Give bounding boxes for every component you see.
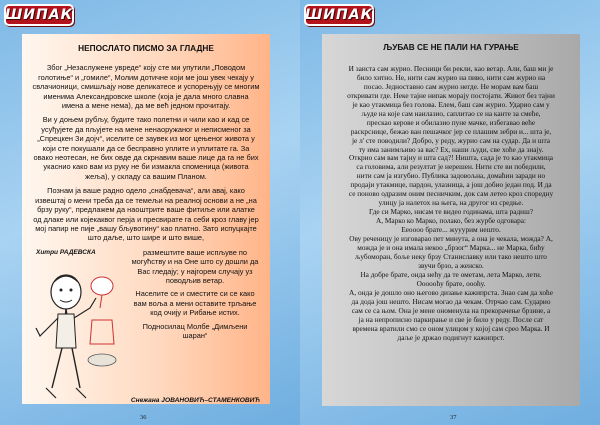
story-line: било хитно. Не, нити сам журио на пиво, нити сам журио на — [356, 72, 546, 82]
author-signature: Снежана ЈОВАНОВИЋ–СТАМЕНКОВИЋ — [130, 397, 260, 405]
story-line: времена вратили смо се оном улицом у којој сам срео Марка. И — [352, 323, 550, 333]
story-line: А, Марко ко Марко, полако, без журбе одговара: — [375, 216, 527, 226]
story-line: можда је и она имала некоо „брзог“ Марка... не Марка, бићу — [357, 243, 545, 253]
story-line: раскрснице, бежао ван пешачког јер се плашим зебри и... шта је, — [350, 126, 552, 136]
story-line: љубоморан, боље неку брзу Станиславку или тако нешто што — [355, 251, 547, 261]
right-article-panel — [322, 34, 580, 406]
story-line: са головима, али резултат је нерешен. Нити сте ви победили, — [356, 162, 546, 172]
article-side-text — [130, 248, 260, 345]
story-line: Ееоооо брате... жууурим нешто. — [401, 225, 501, 235]
story-line: Где си Марко, нисам те видео годинама, шта радиш? — [369, 207, 533, 217]
story-line: продаји утакмице, пардон, улазница, а још добио један под. И да — [350, 180, 552, 190]
story-line: откривати где. Неке тајне нипак морају постојати. Живот без тајни — [347, 90, 555, 100]
story-line: Открио сам вам тајну и шта сад?! Ништа, сада је то као утакмица — [349, 153, 553, 163]
article-paragraph: размештите ваше испљуве по могућству и на Оне што су дошли да Вас гледају; у најгорем случају уз поводљив ветар. — [131, 247, 259, 285]
article-paragraph: Ви у доњем рубљу, будите тако полетни и чили као и кад се усуђујете да пљујете на мене ненаоружаног и неписменог за „Спрецкен Зи доjч“, иселите се заувек из мог цењеног живота у који сте покушали да се бесправно уплите и уплитате га. За овако неотесан, не бих овде да скрнавим ваше лице да га не бих укаснио како вам из руку не би измакла споменица (живота жеља), у складу са вашим Планом. — [33, 115, 259, 181]
story-line: Ову реченицу је изговарао пет минута, а она је чекала, можда? А, — [349, 234, 553, 244]
magazine-logo: ШИПАК — [304, 4, 374, 26]
story-line: Оооооћу брате, оооћу. — [416, 278, 486, 288]
story-line: прескао керове и обилазио пуне мачке, избегавао веће — [366, 117, 536, 127]
story-line: улицу ја налетох на њега, на другог из средње. — [378, 198, 524, 208]
cartoon-drawing — [32, 248, 128, 404]
story-line: да дода још нешто. Нисам могао да чекам. Отрчао сам. Сударио — [351, 296, 551, 306]
right-page — [300, 0, 600, 425]
cartoon-illustration — [32, 248, 128, 404]
story-line: посао. Једноставно сам журио негде. Не морам вам баш — [363, 81, 539, 91]
story-line: даље је држао подигнут кажипрст. — [397, 332, 505, 342]
article-lower-section — [32, 248, 260, 408]
story-line: И заиста сам журио. Песници би рекли, као ветар. Али, баш ми је — [348, 63, 554, 73]
story-line: је л' сте поводили? Добро, у реду, журио сам на судар. Да и шта — [352, 135, 550, 145]
story-body — [330, 65, 572, 343]
story-line: ја на непрописно паркирање и све је било у реду. После сат — [358, 314, 544, 324]
article-paragraph: Познам ја ваше радно одело „снабдевача“, али авај, како извештај о мени треба да се темељи на реалној основи а не „на брзу руку“, предлажем да наоштрите ваше фитиље или алатке од длаке или којекаквог перја и пресвирате га себи кроз главу јер мој папир не пије „вашу бљувотину“ као платно. Зато испуцкајте што даље, што шире и што више, — [33, 186, 259, 243]
story-line: А, онда је дошло оно његово дизање кажипрста. Знао сам да хоће — [349, 287, 553, 297]
story-line: је као утакмица без голова. Елем, баш сам журио. Ударио сам у — [352, 99, 550, 109]
article-paragraph: Населите се и сместите си се како вам воља а мени оставите трљање код очију и Рибање истих. — [133, 289, 257, 318]
story-line: ту има занимљиво за вас? Ех, наши људи, све хоће да знају. — [358, 144, 544, 154]
left-article-panel — [22, 34, 270, 404]
page-number: 37 — [450, 414, 457, 421]
story-line: нити сам ја изгубио. Публика задовољна, домаћин заради но — [356, 171, 546, 181]
story-line: сам се са њом. Она је мене ономенула на прекорачење брзине, а — [351, 305, 551, 315]
cartoon-caption: Хитри РАДЕВСКА — [36, 248, 96, 256]
article-paragraph: Због „Незаслужене увреде“ коју сте ми упутили „Поводом голотиње“ и „гомиле“, Молим дотичне који ме још увек чекају у свлачионици, смишљају нове деликатесе и успорењују се многим именима Александровске школе (која је дала много славна имена а мене нема), да ме већ једном прочитају. — [32, 63, 260, 111]
story-line: звучи брзо, а женско. — [418, 260, 484, 270]
page-number: 36 — [140, 414, 147, 421]
article-title: НЕПОСЛАТО ПИСМО ЗА ГЛАДНЕ — [78, 43, 214, 53]
magazine-logo: ШИПАК — [4, 4, 74, 26]
article-closing: Подносилац Молбе „Димљени шаран“ — [142, 321, 248, 340]
story-line: људе на које сам наилазио, саплитао се на канте за смеће, — [361, 108, 541, 118]
story-line: се поново одразим оним песничким, док сам летео кроз споредну — [348, 189, 554, 199]
story-line: На добре брате, онда нећу да те ометам, лета Марко, лети. — [360, 269, 542, 279]
story-title: ЉУБАВ СЕ НЕ ПАЛИ НА ГУРАЊЕ — [383, 43, 519, 52]
